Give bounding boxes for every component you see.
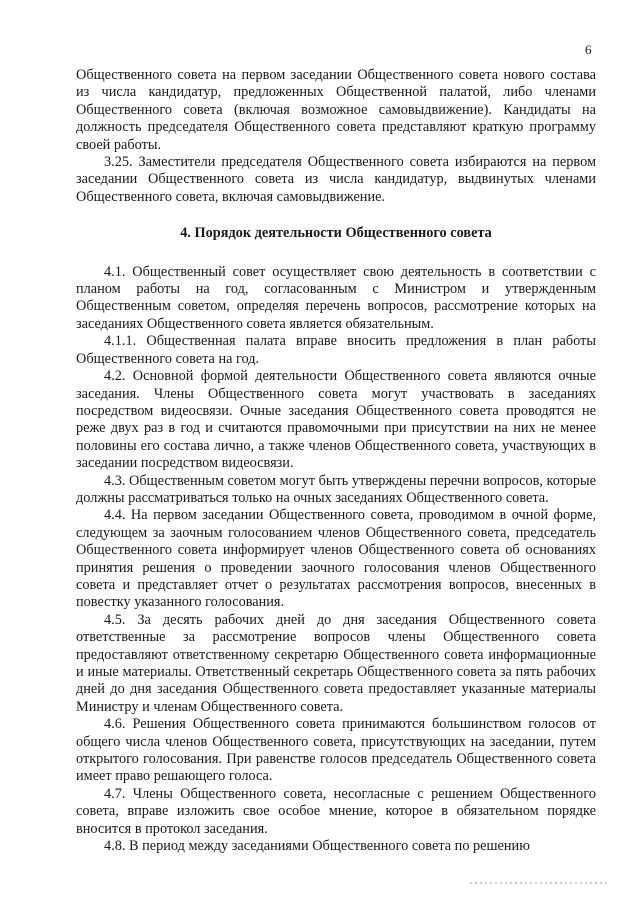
paragraph-4-5: 4.5. За десять рабочих дней до дня заседания Общественного совета ответственные за рассмотрение вопросов члены Общественного совета предоставляют ответственному секретарю Общественного совета информационные и иные материалы. Ответственный секретарь Общественного совета за пять рабочих дней до дня заседания Общественного совета предоставляет указанные материалы Министру и членам Общественного совета. [76, 611, 596, 715]
paragraph-4-2: 4.2. Основной формой деятельности Общественного совета являются очные заседания. Члены Общественного совета могут участвовать в заседаниях посредством видеосвязи. Очные заседания Общественного совета проводятся не реже двух раз в год и считаются правомочными при присутствии на них не менее половины его состава лично, а также членов Общественного совета, участвующих в заседании посредством видеосвязи. [76, 368, 596, 472]
paragraph-continuation: Общественного совета на первом заседании Общественного совета нового состава из числа кандидатур, предложенных Общественной палатой, либо членами Общественного совета (включая возможное самовыдвижение). Кандидаты на должность председателя Общественного совета представляют краткую программу своей работы. [76, 67, 596, 153]
page-number: 6 [585, 42, 592, 57]
section-title: 4. Порядок деятельности Общественного совета [180, 225, 492, 242]
paragraph-4-1-1: 4.1.1. Общественная палата вправе вносить предложения в план работы Общественного совета на год. [76, 333, 596, 367]
paragraph-4-3: 4.3. Общественным советом могут быть утверждены перечни вопросов, которые должны рассматриваться только на очных заседаниях Общественного совета. [76, 472, 596, 506]
document-body [76, 67, 596, 855]
paragraph-3-25: 3.25. Заместители председателя Общественного совета избираются на первом заседании Общественного совета из числа кандидатур, выдвинутых членами Общественного совета, включая самовыдвижение. [76, 154, 596, 205]
paragraph-4-1: 4.1. Общественный совет осуществляет свою деятельность в соответствии с планом работы на год, согласованным с Министром и утвержденным Общественным советом, определяя перечень вопросов, рассмотрение которых на заседаниях Общественного совета является обязательным. [76, 263, 596, 332]
scan-artifact-marks [470, 880, 610, 886]
paragraph-4-8: 4.8. В период между заседаниями Общественного совета по решению [104, 838, 530, 855]
paragraph-4-7: 4.7. Члены Общественного совета, несогласные с решением Общественного совета, вправе изложить свое особое мнение, которое в обязательном порядке вносится в протокол заседания. [76, 785, 596, 837]
paragraph-4-4: 4.4. На первом заседании Общественного совета, проводимом в очной форме, следующем за заочным голосованием членов Общественного совета, председатель Общественного совета информирует членов Общественного совета об основаниях принятия решения о проведении заочного голосования членов Общественного совета и представляет отчет о результатах рассмотрения вопросов, внесенных в повестку указанного голосования. [76, 507, 596, 611]
paragraph-4-6: 4.6. Решения Общественного совета принимаются большинством голосов от общего числа членов Общественного совета, присутствующих на заседании, путем открытого голосования. При равенстве голосов председатель Общественного совета имеет право решающего голоса. [76, 716, 596, 785]
